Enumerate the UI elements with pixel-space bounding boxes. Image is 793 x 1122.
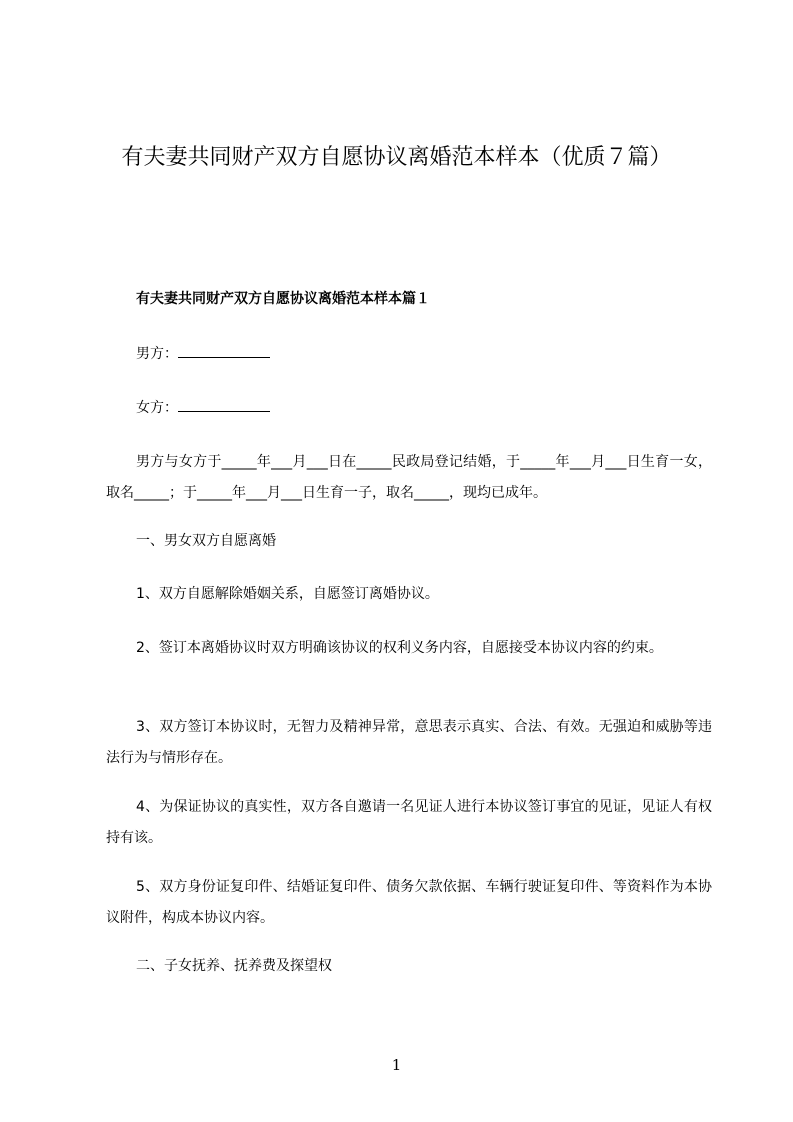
marriage-info-paragraph: 男方与女方于_____年___月___日在_____民政局登记结婚，于_____年___月___日生育一女，取名_____；于_____年___月___日生育一子，取名_____，现均已成年。: [106, 454, 712, 501]
female-party-blank: [178, 397, 270, 412]
clause-1: 1、双方自愿解除婚姻关系，自愿签订离婚协议。: [136, 586, 439, 602]
clause-5: 5、双方身份证复印件、结婚证复印件、债务欠款依据、车辆行驶证复印件、等资料作为本协议附件，构成本协议内容。: [106, 879, 712, 926]
clause-3: 3、双方签订本协议时，无智力及精神异常，意思表示真实、合法、有效。无强迫和威胁等违法行为与情形存在。: [106, 719, 712, 766]
document-title: 有夫妻共同财产双方自愿协议离婚范本样本（优质７篇）: [121, 145, 672, 170]
clause-2: 2、签订本离婚协议时双方明确该协议的权利义务内容，自愿接受本协议内容的约束。: [136, 640, 663, 656]
page-number: 1: [391, 1056, 402, 1074]
section-heading: 有夫妻共同财产双方自愿协议离婚范本样本篇１: [136, 291, 430, 307]
female-party-label: 女方：: [136, 400, 178, 416]
clause-4: 4、为保证协议的真实性，双方各自邀请一名见证人进行本协议签订事宜的见证，见证人有权持有该。: [106, 799, 712, 846]
male-party-line: [106, 339, 712, 370]
female-party-line: [106, 393, 712, 424]
part-two-heading: 二、子女抚养、抚养费及探望权: [136, 958, 332, 974]
part-one-heading: 一、男女双方自愿离婚: [136, 533, 276, 549]
male-party-blank: [178, 343, 270, 358]
male-party-label: 男方：: [136, 346, 178, 362]
